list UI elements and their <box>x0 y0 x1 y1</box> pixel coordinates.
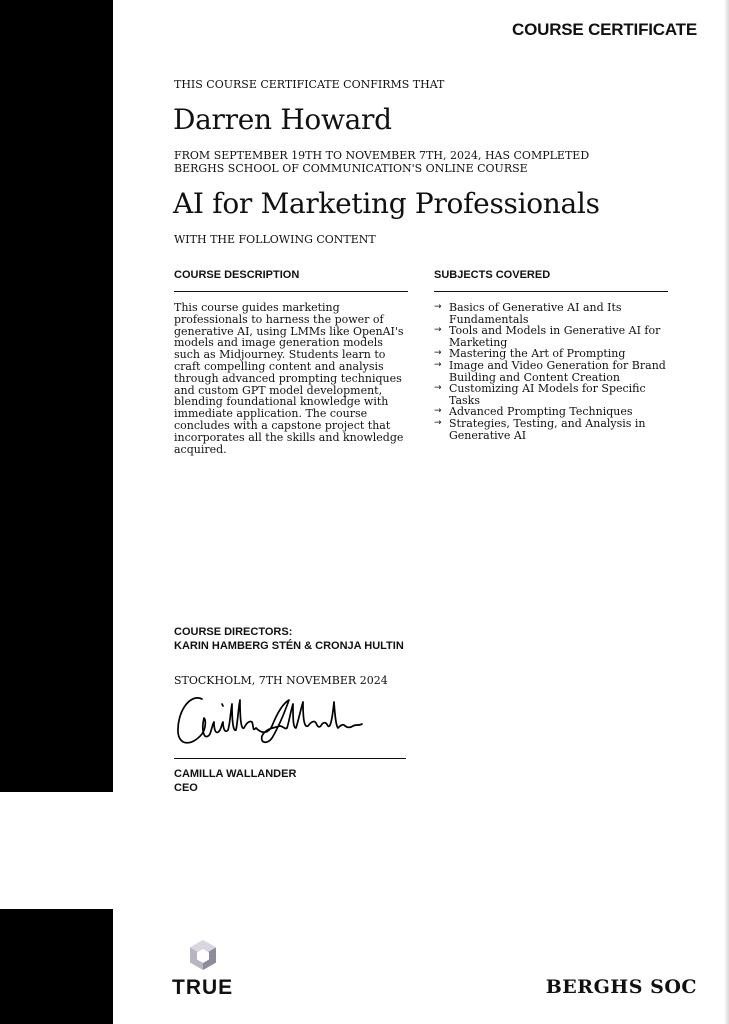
left-black-bar-top <box>0 0 113 792</box>
subjects-divider <box>434 291 668 292</box>
arrow-right-icon: → <box>434 325 442 336</box>
course-directors <box>174 625 404 653</box>
directors-label: COURSE DIRECTORS: <box>174 626 293 638</box>
hexagon-cube-icon <box>187 938 219 974</box>
signature-line <box>174 758 406 759</box>
recipient-name: Darren Howard <box>173 103 392 136</box>
list-item <box>434 418 674 441</box>
handwritten-signature <box>172 690 367 750</box>
subject-text: Basics of Generative AI and Its Fundamentals <box>449 301 622 326</box>
subject-text: Advanced Prompting Techniques <box>449 405 633 419</box>
signer <box>174 767 296 795</box>
dates-line-1: FROM SEPTEMBER 19TH TO NOVEMBER 7TH, 2024, HAS COMPLETED <box>174 149 590 162</box>
subject-text: Image and Video Generation for Brand Building and Content Creation <box>449 358 666 384</box>
list-item <box>434 383 674 406</box>
signer-name: CAMILLA WALLANDER <box>174 768 297 780</box>
berghs-logo: BERGHS SOC <box>545 976 697 998</box>
course-description-heading: COURSE DESCRIPTION <box>174 269 300 281</box>
arrow-right-icon: → <box>434 417 442 428</box>
subject-text: Strategies, Testing, and Analysis in Generative AI <box>449 416 646 442</box>
arrow-right-icon: → <box>434 348 442 359</box>
true-logo-text: TRUE <box>172 976 234 999</box>
arrow-right-icon: → <box>434 359 442 370</box>
subject-text: Tools and Models in Generative AI for Marketing <box>449 324 661 349</box>
confirms-line: THIS COURSE CERTIFICATE CONFIRMS THAT <box>174 78 445 91</box>
completion-dates <box>174 149 644 175</box>
certificate-title: COURSE CERTIFICATE <box>512 20 697 39</box>
subject-text: Mastering the Art of Prompting <box>449 347 626 361</box>
arrow-right-icon: → <box>434 406 442 417</box>
arrow-right-icon: → <box>434 383 442 394</box>
course-description-text: This course guides marketing professionals to harness the power of generative AI, using LMMs like OpenAI's models and image generation models such as Midjourney. Students learn to craft compelling content and analysis through advanced prompting techniques and custom GPT model development, blending foundational knowledge with immediate application. The course concludes with a capstone project that incorporates all the skills and knowledge acquired. <box>174 301 404 456</box>
arrow-right-icon: → <box>434 302 442 312</box>
page-edge-shadow <box>724 0 729 1024</box>
list-item <box>434 360 674 383</box>
subjects-covered-heading: SUBJECTS COVERED <box>434 269 551 281</box>
directors-names: KARIN HAMBERG STÉN & CRONJA HULTIN <box>174 640 404 652</box>
signer-title: CEO <box>174 782 198 794</box>
dates-line-2: BERGHS SCHOOL OF COMMUNICATION'S ONLINE COURSE <box>174 162 528 175</box>
subjects-list <box>434 302 674 441</box>
list-item <box>434 302 674 325</box>
list-item <box>434 325 674 348</box>
description-divider <box>174 291 408 292</box>
following-content-line: WITH THE FOLLOWING CONTENT <box>174 233 376 246</box>
subject-text: Customizing AI Models for Specific Tasks <box>449 382 646 407</box>
course-title: AI for Marketing Professionals <box>173 187 600 220</box>
left-black-bar-bottom <box>0 909 113 1024</box>
place-date: STOCKHOLM, 7TH NOVEMBER 2024 <box>174 674 388 687</box>
